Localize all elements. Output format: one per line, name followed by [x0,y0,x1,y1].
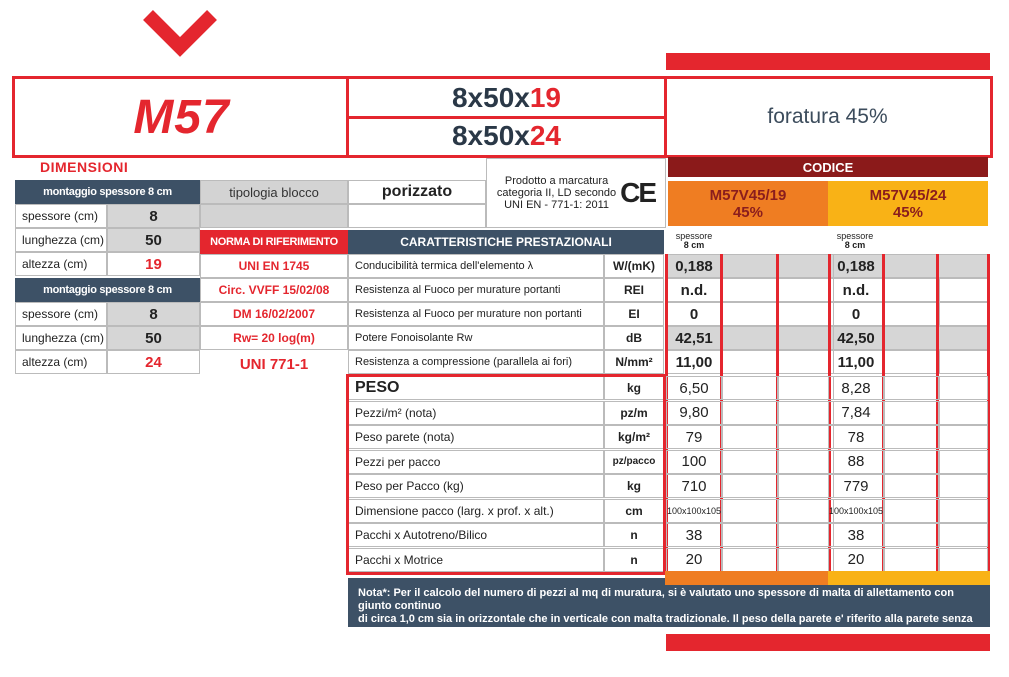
peso-label: Pezzi per pacco [348,450,604,474]
blank-cell [778,523,834,547]
value-24: 779 [828,474,884,498]
value-19: 38 [666,523,722,547]
dim-value: 8 [107,302,200,326]
blank-cell [884,548,940,572]
blank-cell [938,425,988,449]
value-24: 42,50 [828,326,884,350]
blank-cell [722,450,778,474]
blank-cell [884,450,940,474]
norma-header: NORMA DI RIFERIMENTO [200,230,348,254]
property-unit: dB [604,326,664,350]
peso-label: Peso per Pacco (kg) [348,474,604,498]
dim-label: altezza (cm) [15,350,107,374]
blank-cell [778,350,834,374]
blank-cell [200,204,348,228]
value-24: n.d. [828,278,884,302]
blank-cell [938,350,988,374]
foratura-label: foratura 45% [767,105,888,128]
peso-frame [346,374,666,575]
blank-cell [778,278,834,302]
blank-cell [884,278,940,302]
dim-label: lunghezza (cm) [15,326,107,350]
value-24: 11,00 [828,350,884,374]
property-unit: REI [604,278,664,302]
blank-cell [938,326,988,350]
blank-cell [938,474,988,498]
ce-mark-icon: CE [620,177,656,208]
blank-cell [938,523,988,547]
value-19: 0,188 [666,254,722,278]
value-19: 6,50 [666,376,722,400]
property-label: Potere Fonoisolante Rw [348,326,604,350]
blank-cell [884,326,940,350]
dim-value: 8 [107,204,200,228]
chevron-down-icon [140,5,220,65]
value-19: 100x100x105 [666,499,722,523]
blank-cell [778,326,834,350]
dim-label: lunghezza (cm) [15,228,107,252]
nota-box: Nota*: Per il calcolo del numero di pezzi al mq di muratura, si è valutato uno spessore di malta di allettamento con giunto continuo di circa 1,0 cm sia in orizzontale che in verticale con malta tradizionale. Il peso della parete e' riferito alla parete senza intonaco [348,578,990,627]
blank-cell [722,350,778,374]
value-19: 710 [666,474,722,498]
norma-item: DM 16/02/2007 [200,302,348,326]
peso-label: PESO [348,376,604,400]
size-19: 8x50x 19 [451,82,562,113]
code-24: M57V45/24 45% [828,181,988,226]
value-24: 88 [828,450,884,474]
value-24: 38 [828,523,884,547]
blank-cell [722,376,778,400]
dim-label: spessore (cm) [15,204,107,228]
blank-cell [722,499,778,523]
blank-cell [938,499,988,523]
property-label: Resistenza a compressione (parallela ai fori) [348,350,604,374]
property-unit: EI [604,302,664,326]
blank-cell [778,548,834,572]
peso-label: Pacchi x Autotreno/Bilico [348,523,604,547]
peso-unit: kg [604,376,664,400]
value-24: 8,28 [828,376,884,400]
blank-cell [884,499,940,523]
peso-unit: pz/m [604,401,664,425]
value-24: 0,188 [828,254,884,278]
peso-unit: kg/m² [604,425,664,449]
peso-unit: pz/pacco [604,450,664,474]
value-19: 79 [666,425,722,449]
value-19: n.d. [666,278,722,302]
norma-item: UNI 771-1 [239,355,309,373]
blank-cell [938,302,988,326]
blank-cell [722,401,778,425]
value-19: 9,80 [666,401,722,425]
tipologia-label: tipologia blocco [200,180,348,204]
peso-label: Pacchi x Motrice [348,548,604,572]
dim-label: spessore (cm) [15,302,107,326]
value-24: 7,84 [828,401,884,425]
blank-cell [884,523,940,547]
tipologia-value: porizzato [348,180,486,204]
peso-label: Pezzi/m² (nota) [348,401,604,425]
peso-label: Peso parete (nota) [348,425,604,449]
blank-cell [722,326,778,350]
norma-item: Circ. VVFF 15/02/08 [200,278,348,302]
blank-cell [884,425,940,449]
blank-cell [722,523,778,547]
marcatura-box: Prodotto a marcatura categoria II, LD secondo UNI EN - 771-1: 2011 CE [486,158,666,228]
codice-header: CODICE [668,157,988,177]
group-header: montaggio spessore 8 cm [15,180,200,204]
blank-cell [938,278,988,302]
property-unit: W/(mK) [604,254,664,278]
value-19: 20 [666,548,722,572]
blank-cell [722,254,778,278]
blank-cell [778,401,834,425]
dimensioni-title: DIMENSIONI [40,159,129,175]
dim-value: 50 [107,326,200,350]
blank-cell [938,450,988,474]
property-label: Resistenza al Fuoco per murature non portanti [348,302,604,326]
top-accent-bar [666,53,990,70]
blank-cell [722,302,778,326]
spessore-note-24: spessore 8 cm [836,231,874,250]
blank-cell [722,548,778,572]
blank-cell [884,376,940,400]
blank-cell [884,401,940,425]
value-24: 100x100x105 [828,499,884,523]
peso-unit: kg [604,474,664,498]
dim-value: 50 [107,228,200,252]
blank-cell [938,254,988,278]
blank-cell [778,450,834,474]
peso-label: Dimensione pacco (larg. x prof. x alt.) [348,499,604,523]
code-19: M57V45/19 45% [668,181,828,226]
blank-cell [884,350,940,374]
peso-unit: n [604,523,664,547]
blank-cell [778,499,834,523]
model-name: M57 [133,90,230,144]
group-header: montaggio spessore 8 cm [15,278,200,302]
value-24: 78 [828,425,884,449]
blank-cell [778,302,834,326]
property-unit: N/mm² [604,350,664,374]
spessore-note-19: spessore 8 cm [675,231,713,250]
blank-cell [778,254,834,278]
blank-cell [722,474,778,498]
blank-cell [938,401,988,425]
blank-cell [778,425,834,449]
dim-value: 24 [107,350,200,374]
norma-item: Rw= 20 log(m) [200,326,348,350]
blank-cell [778,376,834,400]
blank-cell [778,474,834,498]
blank-cell [938,548,988,572]
value-19: 0 [666,302,722,326]
blank-cell [884,302,940,326]
size-24: 8x50x 24 [451,120,562,151]
value-19: 11,00 [666,350,722,374]
peso-unit: cm [604,499,664,523]
blank-cell [938,376,988,400]
value-19: 42,51 [666,326,722,350]
value-19: 100 [666,450,722,474]
property-label: Conducibilità termica dell'elemento λ [348,254,604,278]
dim-label: altezza (cm) [15,252,107,276]
property-label: Resistenza al Fuoco per murature portanti [348,278,604,302]
peso-unit: n [604,548,664,572]
blank-cell [884,474,940,498]
value-24: 20 [828,548,884,572]
caratteristiche-header: CARATTERISTICHE PRESTAZIONALI [348,230,664,254]
dim-value: 19 [107,252,200,276]
blank-cell [722,425,778,449]
blank-cell [348,204,486,228]
value-24: 0 [828,302,884,326]
norma-item: UNI EN 1745 [200,254,348,278]
blank-cell [722,278,778,302]
blank-cell [884,254,940,278]
